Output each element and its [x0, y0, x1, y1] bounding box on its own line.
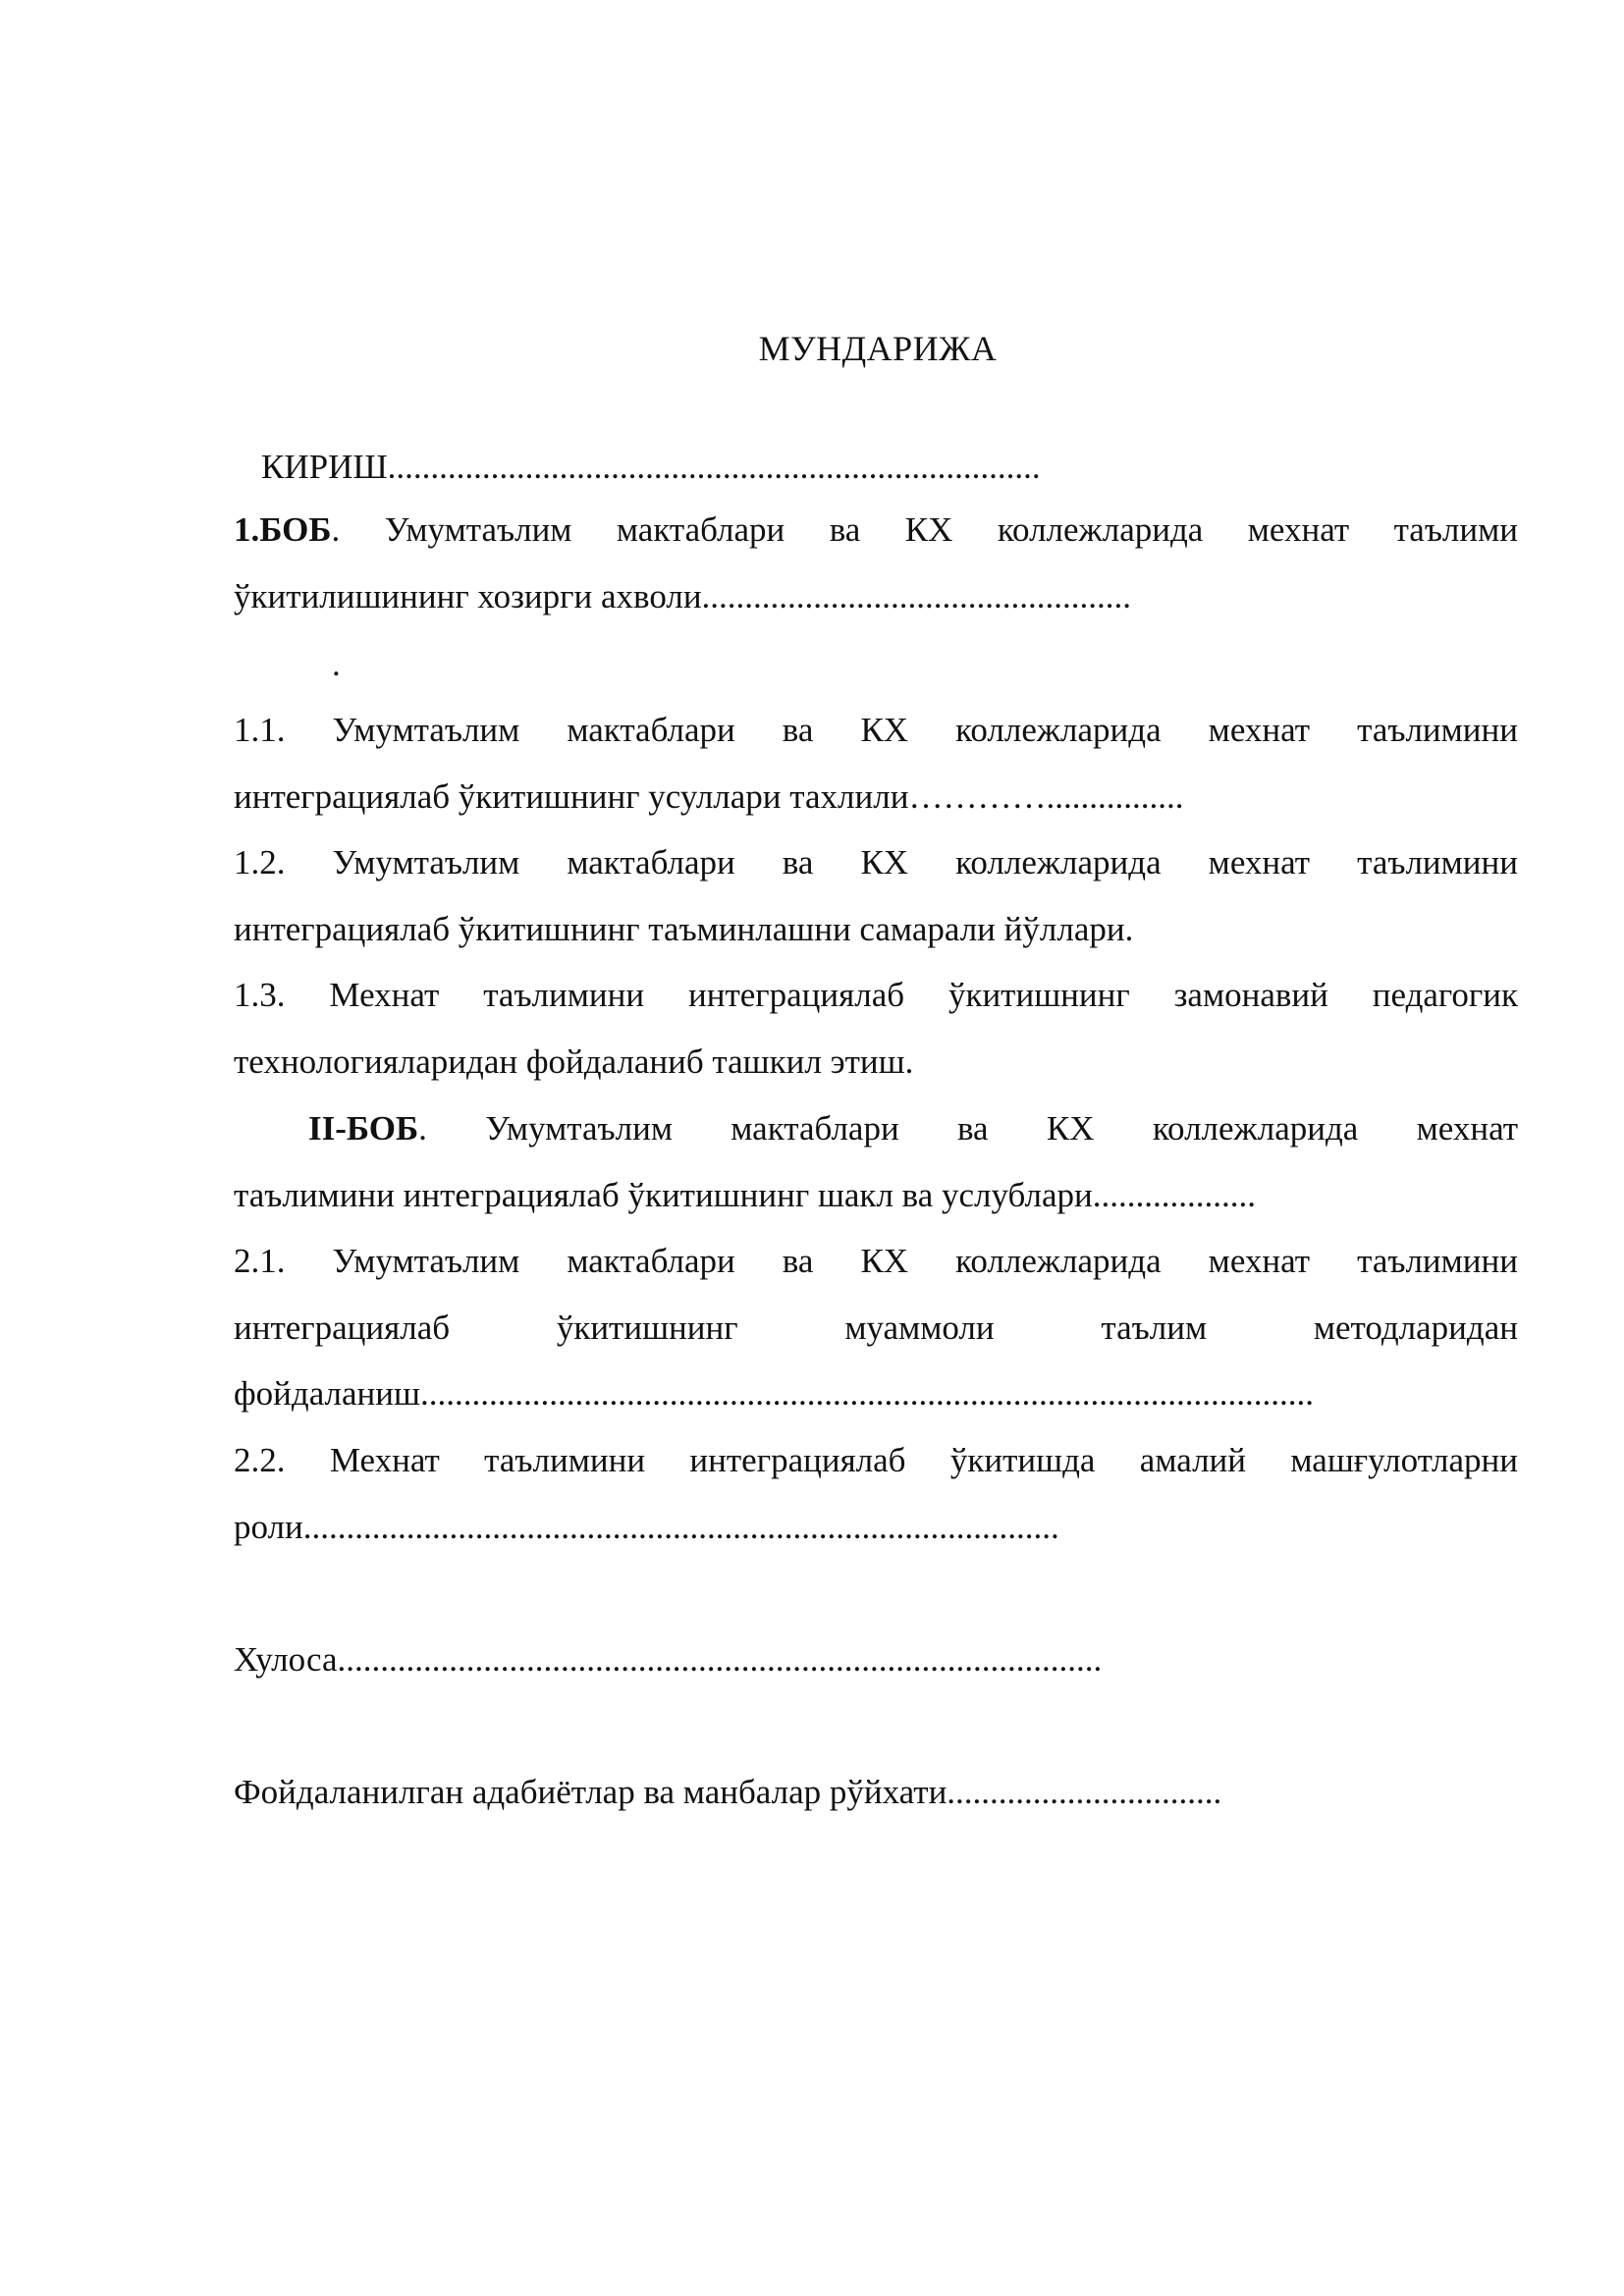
toc-section-1-2-line2: интеграциялаб ўкитишнинг таъминлашни самарали йўллари. [234, 910, 1134, 948]
toc-section-1-3-line1: 1.3. Мехнат таълимини интеграциялаб ўкитишнинг замонавий педагогик [234, 976, 1518, 1014]
toc-section-1-2-line1: 1.2. Умумтаълим мактаблари ва КХ коллежларида мехнат таълимини [234, 843, 1518, 881]
toc-section-1-3-line2: технологияларидан фойдаланиб ташкил этиш. [234, 1042, 914, 1081]
chapter-2-number: II-БОБ [308, 1109, 419, 1148]
chapter-2-title-line2: таълимини интеграциялаб ўкитишнинг шакл ва услублари................... [234, 1176, 1256, 1214]
toc-section-1-1-line1: 1.1. Умумтаълим мактаблари ва КХ коллежларида мехнат таълимини [234, 711, 1518, 749]
toc-section-2-1-line3: фойдаланиш........................................................................................................ [234, 1374, 1314, 1413]
toc-section-2-1-line1: 2.1. Умумтаълим мактаблари ва КХ коллежларида мехнат таълимини [234, 1242, 1518, 1280]
chapter-1-dot: . [332, 645, 341, 683]
toc-references: Фойдаланилган адабиётлар ва манбалар рўйхати................................ [234, 1773, 1222, 1811]
toc-chapter-1 [234, 508, 1518, 552]
chapter-2-title-line1: . Умумтаълим мактаблари ва КХ коллежларида мехнат [418, 1109, 1518, 1148]
chapter-1-title-line2: ўкитилишининг хозирги ахволи.................................................. [234, 577, 1132, 615]
toc-section-2-2-line1: 2.2. Мехнат таълимини интеграциялаб ўкитишда амалий машғулотларни [234, 1441, 1518, 1479]
toc-section-2-1-line2: интеграциялаб ўкитишнинг муаммоли таълим методларидан [234, 1308, 1518, 1347]
toc-section-2-2-line2: роли........................................................................................ [234, 1508, 1059, 1546]
chapter-1-number: 1.БОБ [234, 510, 332, 549]
toc-intro: КИРИШ............................................................................ [261, 448, 1041, 486]
chapter-1-title-line1: . Умумтаълим мактаблари ва КХ коллежларида мехнат таълими [331, 510, 1518, 549]
toc-conclusion: Хулоса......................................................................................... [234, 1640, 1103, 1679]
toc-chapter-2 [308, 1107, 1518, 1150]
toc-section-1-1-line2: интеграциялаб ўкитишнинг усуллари тахлили…………................ [234, 777, 1184, 816]
page-title: МУНДАРИЖА [758, 329, 998, 368]
